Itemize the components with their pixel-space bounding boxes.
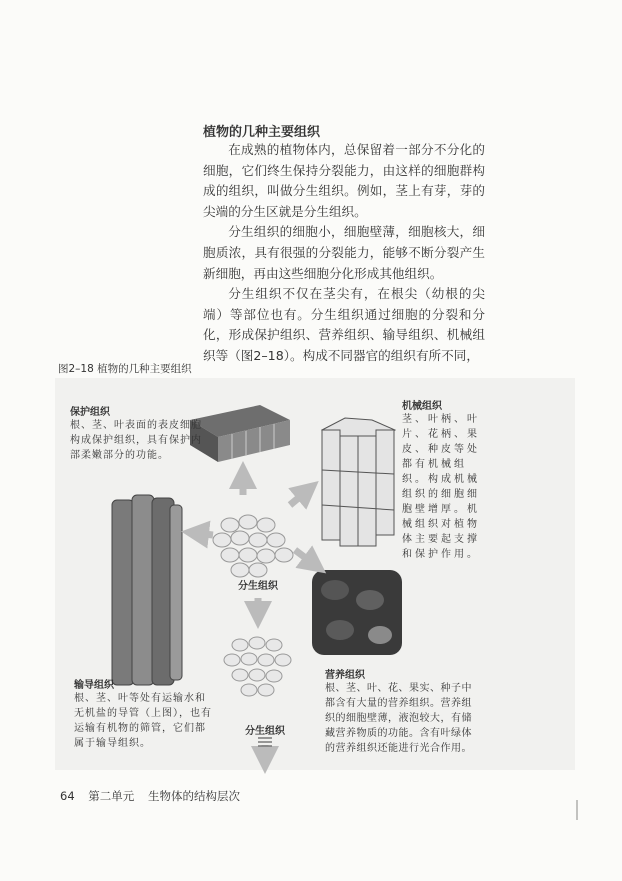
chapter-title: 生物体的结构层次: [147, 789, 240, 803]
down-arrow-stripes: [258, 738, 272, 746]
protective-tissue-title: 保护组织: [70, 407, 110, 418]
nutrient-tissue-label: [325, 666, 480, 756]
conducting-tissue-image: [112, 495, 182, 685]
meristem-tissue-image: [213, 515, 293, 577]
mechanical-tissue-image: [322, 418, 395, 546]
nutrient-tissue-text: 根、茎、叶、花、果实、种子中都含有大量的营养组织。营养组织的细胞壁薄，液泡较大，有储藏营养物质的功能。含有叶绿体的营养组织还能进行光合作用。: [325, 683, 472, 754]
paragraph-1: 在成熟的植物体内，总保留着一部分不分化的细胞，它们终生保持分裂能力，由这样的细胞群构成的组织，叫做分生组织。例如，茎上有芽，芽的尖端的分生区就是分生组织。: [203, 142, 485, 219]
mechanical-tissue-text: 茎、叶柄、叶片、花柄、果皮、种皮等处都有机械组织。构成机械组织的细胞细胞壁增厚。机械组织对植物体主要起支撑和保护作用。: [402, 414, 480, 560]
nutrient-tissue-image: [312, 570, 402, 655]
conducting-tissue-label: [74, 676, 214, 751]
meristem-label-1: 分生组织: [238, 581, 278, 592]
conducting-tissue-title: 输导组织: [74, 680, 114, 691]
paragraph-3: 分生组织不仅在茎尖有，在根尖（幼根的尖端）等部位也有。分生组织通过细胞的分裂和分化，形成保护组织、营养组织、输导组织、机械组织等（图2–18）。构成不同器官的组织有所不同，: [203, 286, 485, 363]
mechanical-tissue-label: [402, 397, 490, 562]
protective-tissue-text: 根、茎、叶表面的表皮细胞构成保护组织，具有保护内部柔嫩部分的功能。: [70, 420, 202, 461]
unit-title: 第二单元: [88, 789, 135, 803]
protective-tissue-label: [70, 403, 206, 463]
page-footer: [60, 788, 250, 804]
figure-caption: 图2–18 植物的几种主要组织: [58, 363, 192, 375]
section-heading: 植物的几种主要组织: [203, 125, 321, 140]
meristem-label-2: 分生组织: [245, 726, 285, 737]
paragraph-2: 分生组织的细胞小，细胞壁薄，细胞核大，细胞质浓，具有很强的分裂能力，能够不断分裂产生新细胞，再由这些细胞分化形成其他组织。: [203, 224, 485, 281]
meristem-tissue-image-2: [224, 637, 291, 696]
mechanical-tissue-title: 机械组织: [402, 401, 442, 412]
conducting-tissue-text: 根、茎、叶等处有运输水和无机盐的导管（上图），也有运输有机物的筛管，它们都属于输导组织。: [74, 693, 212, 749]
nutrient-tissue-title: 营养组织: [325, 670, 365, 681]
page-number: 64: [60, 789, 75, 803]
